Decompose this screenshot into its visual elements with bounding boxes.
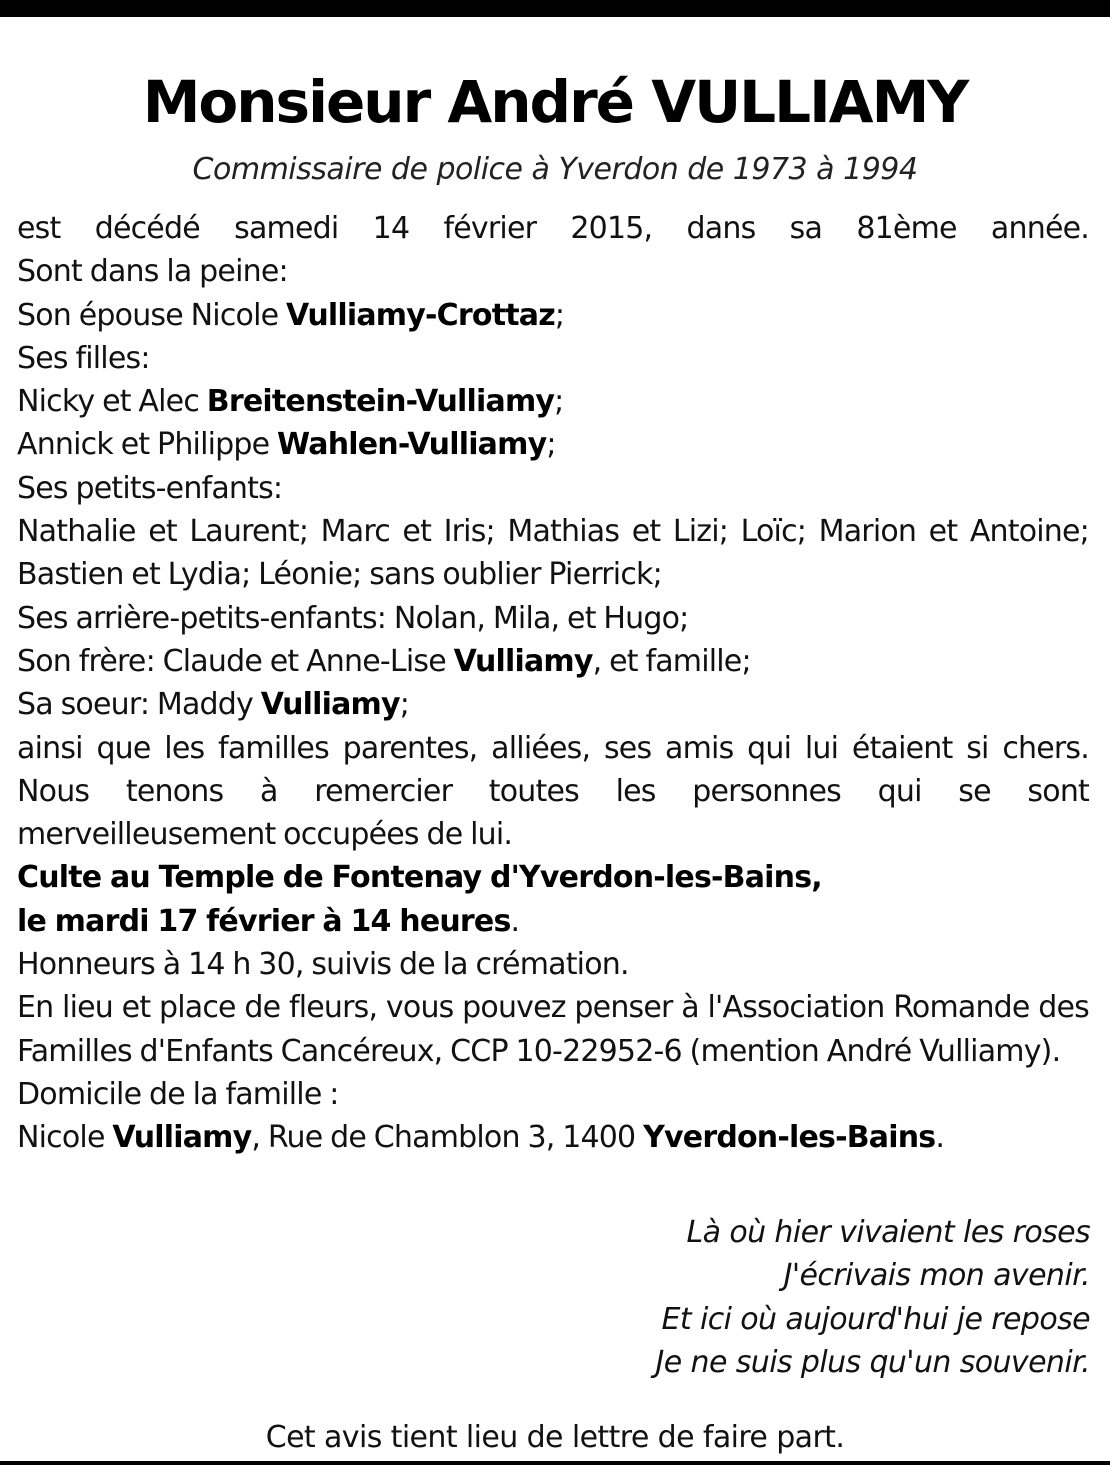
top-border-rule <box>0 0 1110 17</box>
domicile-city: Yverdon-les-Bains <box>643 1120 936 1156</box>
domicile-label: Domicile de la famille : <box>17 1076 339 1112</box>
obituary-body <box>17 207 1089 1160</box>
memorial-poem <box>490 1211 1090 1384</box>
families-line: ainsi que les familles parentes, alliées, ses amis qui lui étaient si chers. <box>17 730 1089 766</box>
poem-line: J'écrivais mon avenir. <box>783 1258 1090 1294</box>
poem-line: Je ne suis plus qu'un souvenir. <box>655 1344 1090 1380</box>
domicile-address: Nicole Vulliamy, Rue de Chamblon 3, 1400 Yverdon-les-Bains. <box>17 1120 945 1156</box>
thanks-paragraph: Nous tenons à remercier toutes les personnes qui se sont merveilleusement occupées de lui. <box>17 773 1089 853</box>
ceremony-date-line: le mardi 17 février à 14 heures. <box>17 903 520 939</box>
grandchildren-names: Nathalie et Laurent; Marc et Iris; Mathias et Lizi; Loïc; Marion et Antoine; Bastien et Lydia; Léonie; sans oublier Pierrick; <box>17 514 1089 593</box>
daughter-1-line: Nicky et Alec Breitenstein-Vulliamy; <box>17 384 564 420</box>
brother-line: Son frère: Claude et Anne-Lise Vulliamy, et famille; <box>17 643 751 679</box>
daughter-2-surname: Wahlen-Vulliamy <box>277 427 547 463</box>
mourners-intro: Sont dans la peine: <box>17 254 288 290</box>
poem-line: Et ici où aujourd'hui je repose <box>661 1301 1090 1337</box>
death-announcement: est décédé samedi 14 février 2015, dans sa 81ème année. <box>17 211 1089 246</box>
spouse-line: Son épouse Nicole Vulliamy-Crottaz; <box>17 297 565 333</box>
notice-footer: Cet avis tient lieu de lettre de faire part. <box>265 1420 845 1455</box>
donation-paragraph: En lieu et place de fleurs, vous pouvez penser à l'Association Romande des Familles d'Enfants Cancéreux, CCP 10-22952-6 (mention André Vulliamy). <box>17 990 1089 1069</box>
grandchildren-list <box>17 510 1089 597</box>
deceased-name-title: Monsieur André VULLIAMY <box>142 68 968 136</box>
brother-surname: Vulliamy <box>453 643 593 679</box>
great-grandchildren-line: Ses arrière-petits-enfants: Nolan, Mila, et Hugo; <box>17 600 689 636</box>
spouse-surname: Vulliamy-Crottaz <box>286 297 555 333</box>
domicile-surname: Vulliamy <box>112 1120 252 1156</box>
daughter-2-line: Annick et Philippe Wahlen-Vulliamy; <box>17 427 556 463</box>
sister-line: Sa soeur: Maddy Vulliamy; <box>17 687 410 723</box>
ceremony-location: Culte au Temple de Fontenay d'Yverdon-les-Bains, <box>17 860 822 896</box>
ceremony-date: le mardi 17 février à 14 heures <box>17 903 511 939</box>
daughter-1-surname: Breitenstein-Vulliamy <box>206 384 555 420</box>
bottom-border-rule <box>0 1461 1110 1465</box>
poem-line: Là où hier vivaient les roses <box>686 1215 1090 1250</box>
deceased-role-subtitle: Commissaire de police à Yverdon de 1973 à 1994 <box>192 152 918 187</box>
sister-surname: Vulliamy <box>260 687 400 723</box>
daughters-label: Ses filles: <box>17 340 150 376</box>
honours-line: Honneurs à 14 h 30, suivis de la crémation. <box>17 947 629 983</box>
grandchildren-label: Ses petits-enfants: <box>17 470 283 506</box>
